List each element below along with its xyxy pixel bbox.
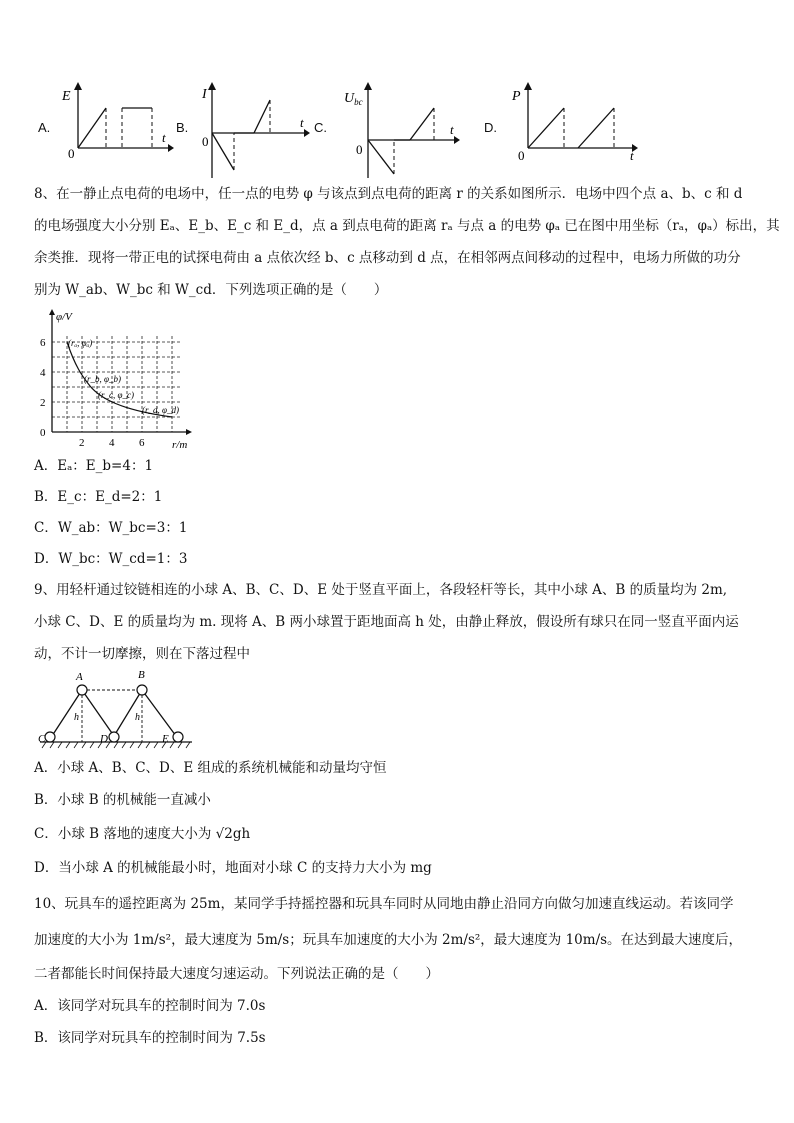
q8-point-c: (r_c, φ_c) — [98, 390, 134, 400]
q9-line-1: 9、用轻杆通过铰链相连的小球 A、B、C、D、E 处于竖直平面上，各段轻杆等长，其中小球 A、B 的质量均为 2m, — [34, 582, 728, 598]
option-c-letter: C. — [314, 120, 327, 135]
q9-option-d: D．当小球 A 的机械能最小时，地面对小球 C 的支持力大小为 mg — [34, 860, 432, 876]
q8-point-a: (rₐ, φₐ) — [68, 338, 93, 348]
label-h-left: h — [74, 712, 79, 723]
option-a-letter: A. — [38, 120, 51, 135]
label-e: E — [162, 733, 169, 745]
q8-line-1: 8、在一静止点电荷的电场中，任一点的电势 φ 与该点到点电荷的距离 r 的关系如图所示．电场中四个点 a、b、c 和 d — [34, 186, 743, 202]
option-d-letter: D. — [484, 120, 497, 135]
graph-b-current-vs-time — [192, 78, 312, 182]
q8-option-a: A．Eₐ：E_b=4：1 — [34, 458, 154, 474]
ball-a — [77, 685, 87, 695]
q10-option-a: A．该同学对玩具车的控制时间为 7.0s — [34, 998, 266, 1014]
graph-c-xlabel: t — [450, 122, 454, 137]
q10-line-3: 二者都能长时间保持最大速度匀速运动。下列说法正确的是（ ） — [34, 966, 439, 982]
q9-option-b: B．小球 B 的机械能一直减小 — [34, 792, 211, 808]
q8-xtick-2: 2 — [79, 437, 85, 449]
graph-d-origin: 0 — [518, 148, 525, 163]
q8-xtick-6: 6 — [139, 437, 145, 449]
q9-line-2: 小球 C、D、E 的质量均为 m. 现将 A、B 两小球置于距地面高 h 处，由静止释放，假设所有球只在同一竖直平面内运 — [34, 614, 739, 630]
graph-a-origin: 0 — [68, 146, 75, 161]
graph-c-origin: 0 — [356, 142, 363, 157]
label-h-right: h — [135, 712, 140, 723]
q8-option-c: C．W_ab：W_bc=3：1 — [34, 520, 188, 536]
graph-d-xlabel: t — [630, 148, 634, 163]
label-c: C — [38, 733, 46, 745]
label-b: B — [138, 669, 145, 681]
q8-line-4: 别为 W_ab、W_bc 和 W_cd．下列选项正确的是（ ） — [34, 282, 388, 298]
graph-options-row — [0, 78, 794, 188]
q8-ytick-4: 4 — [40, 367, 46, 379]
q8-ytick-0: 0 — [40, 427, 46, 439]
graph-a-ylabel: E — [62, 89, 71, 104]
ball-b — [137, 685, 147, 695]
graph-d-ylabel: P — [512, 89, 521, 104]
q8-graph-xlabel: r/m — [172, 439, 188, 451]
q8-potential-graph — [30, 306, 200, 452]
q8-ytick-6: 6 — [40, 337, 46, 349]
q9-line-3: 动，不计一切摩擦，则在下落过程中 — [34, 646, 250, 662]
q8-graph-ylabel: φ/V — [56, 311, 72, 323]
q10-line-1: 10、玩具车的遥控距离为 25m，某同学手持摇控器和玩具车同时从同地由静止沿同方向做匀加速直线运动。若该同学 — [34, 896, 734, 912]
graph-b-origin: 0 — [202, 134, 209, 149]
q10-line-2: 加速度的大小为 1m/s²，最大速度为 5m/s；玩具车加速度的大小为 2m/s²，最大速度为 10m/s。在达到最大速度后， — [34, 932, 743, 948]
ball-e — [173, 732, 183, 742]
option-b-letter: B. — [176, 120, 189, 135]
q8-option-d: D．W_bc：W_cd=1：3 — [34, 551, 188, 567]
graph-d-power-vs-time — [506, 78, 646, 182]
graph-a-xlabel: t — [162, 130, 166, 145]
q9-option-c: C．小球 B 落地的速度大小为 √2gh — [34, 826, 251, 842]
q8-line-3: 余类推．现将一带正电的试探电荷由 a 点依次经 b、c 点移动到 d 点，在相邻两点间移动的过程中，电场力所做的功分 — [34, 250, 741, 266]
graph-c-ylabel: $U_{bc}$ — [344, 91, 363, 107]
ball-d — [109, 732, 119, 742]
q8-point-d: (r_d, φ_d) — [142, 405, 179, 415]
label-d: D — [100, 733, 108, 745]
q9-option-a: A．小球 A、B、C、D、E 组成的系统机械能和动量均守恒 — [34, 760, 387, 776]
ball-c — [45, 732, 55, 742]
q8-xtick-4: 4 — [109, 437, 115, 449]
graph-b-xlabel: t — [300, 115, 304, 130]
graph-b-ylabel: I — [202, 87, 207, 102]
graph-c-voltage-vs-time — [334, 78, 464, 182]
q10-option-b: B．该同学对玩具车的控制时间为 7.5s — [34, 1030, 266, 1046]
graph-a-emf-vs-time — [56, 78, 176, 178]
label-a: A — [76, 671, 83, 683]
q8-ytick-2: 2 — [40, 397, 46, 409]
q9-linkage-figure — [36, 664, 196, 754]
q8-point-b: (r_b, φ_b) — [84, 374, 121, 384]
q8-line-2: 的电场强度大小分别 Eₐ、E_b、E_c 和 E_d，点 a 到点电荷的距离 rₐ 与点 a 的电势 φₐ 已在图中用坐标（rₐ，φₐ）标出，其 — [34, 218, 780, 234]
q8-option-b: B．E_c：E_d=2：1 — [34, 489, 163, 505]
